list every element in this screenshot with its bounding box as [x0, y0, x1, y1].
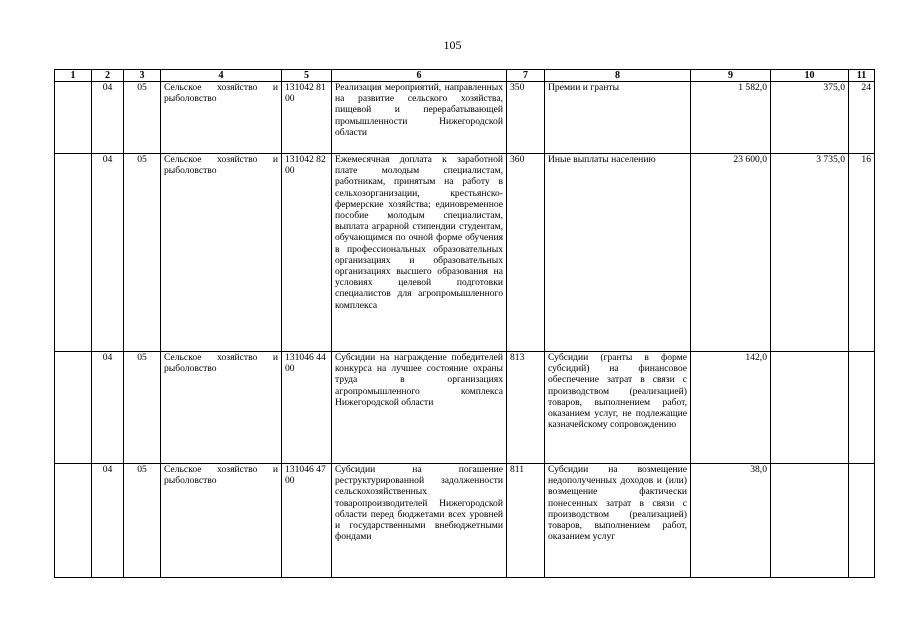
cell-section-name: Сельское хозяйство и рыболовство [161, 82, 282, 154]
column-header: 7 [507, 70, 545, 82]
cell-amount: 38,0 [691, 464, 771, 578]
cell-target-code: 131046 4700 [282, 464, 332, 578]
cell-target-code: 131046 4400 [282, 352, 332, 464]
cell-section-name: Сельское хозяйство и рыболовство [161, 154, 282, 352]
cell-expense-name: Премии и гранты [545, 82, 691, 154]
cell-target-name: Ежемесячная доплата к заработной плате молодым специалистам, работникам, принятым на работу в сельхозорганизации, крестьянско-фермерские хозяйства; единовременное пособие молодым специалистам, выплата аграрной стипендии студентам, обучающимся по очной форме обучения в профессиональных образовательных организациях и образовательных организациях высшего образования на условиях целевой подготовки специалистов для агропромышленного комплекса [332, 154, 507, 352]
column-header: 2 [92, 70, 124, 82]
page-number: 105 [443, 38, 462, 52]
cell-expense-name: Субсидии на возмещение недополученных доходов и (или) возмещение фактически понесенных затрат в связи с производством (реализацией) товаров, выполнением работ, оказанием услуг [545, 464, 691, 578]
cell-percent [849, 464, 875, 578]
header-row [55, 70, 875, 82]
cell-percent: 16 [849, 154, 875, 352]
table-row [55, 352, 875, 464]
cell-empty [55, 464, 92, 578]
cell-expense-code: 811 [507, 464, 545, 578]
cell-amount-2 [771, 464, 849, 578]
cell-section-name: Сельское хозяйство и рыболовство [161, 352, 282, 464]
cell-subsection: 05 [124, 352, 161, 464]
table-row [55, 154, 875, 352]
column-header: 4 [161, 70, 282, 82]
cell-empty [55, 154, 92, 352]
column-header: 9 [691, 70, 771, 82]
cell-subsection: 05 [124, 82, 161, 154]
column-header: 5 [282, 70, 332, 82]
column-header: 6 [332, 70, 507, 82]
cell-section: 04 [92, 464, 124, 578]
cell-amount-2: 375,0 [771, 82, 849, 154]
cell-amount: 1 582,0 [691, 82, 771, 154]
cell-percent [849, 352, 875, 464]
cell-empty [55, 352, 92, 464]
cell-subsection: 05 [124, 464, 161, 578]
cell-target-name: Субсидии на погашение реструктурированной задолженности сельскохозяйственных товаропроизводителей Нижегородской области перед бюджетами всех уровней и государственными внебюджетными фондами [332, 464, 507, 578]
cell-expense-code: 813 [507, 352, 545, 464]
cell-percent: 24 [849, 82, 875, 154]
budget-table [54, 69, 875, 578]
cell-empty [55, 82, 92, 154]
cell-expense-name: Субсидии (гранты в форме субсидий) на финансовое обеспечение затрат в связи с производством (реализацией) товаров, выполнением работ, оказанием услуг, не подлежащие казначейскому сопровождению [545, 352, 691, 464]
cell-section-name: Сельское хозяйство и рыболовство [161, 464, 282, 578]
cell-expense-code: 350 [507, 82, 545, 154]
cell-amount-2: 3 735,0 [771, 154, 849, 352]
cell-section: 04 [92, 352, 124, 464]
cell-target-code: 131042 8100 [282, 82, 332, 154]
column-header: 1 [55, 70, 92, 82]
cell-section: 04 [92, 154, 124, 352]
cell-target-name: Субсидии на награждение победителей конкурса на лучшее состояние охраны труда в организациях агропромышленного комплекса Нижегородской области [332, 352, 507, 464]
cell-section: 04 [92, 82, 124, 154]
table-row [55, 82, 875, 154]
column-header: 3 [124, 70, 161, 82]
cell-amount-2 [771, 352, 849, 464]
column-header: 10 [771, 70, 849, 82]
table-row [55, 464, 875, 578]
cell-target-code: 131042 8200 [282, 154, 332, 352]
cell-amount: 142,0 [691, 352, 771, 464]
cell-expense-code: 360 [507, 154, 545, 352]
cell-amount: 23 600,0 [691, 154, 771, 352]
cell-target-name: Реализация мероприятий, направленных на развитие сельского хозяйства, пищевой и перерабатывающей промышленности Нижегородской области [332, 82, 507, 154]
cell-expense-name: Иные выплаты населению [545, 154, 691, 352]
column-header: 11 [849, 70, 875, 82]
cell-subsection: 05 [124, 154, 161, 352]
column-header: 8 [545, 70, 691, 82]
